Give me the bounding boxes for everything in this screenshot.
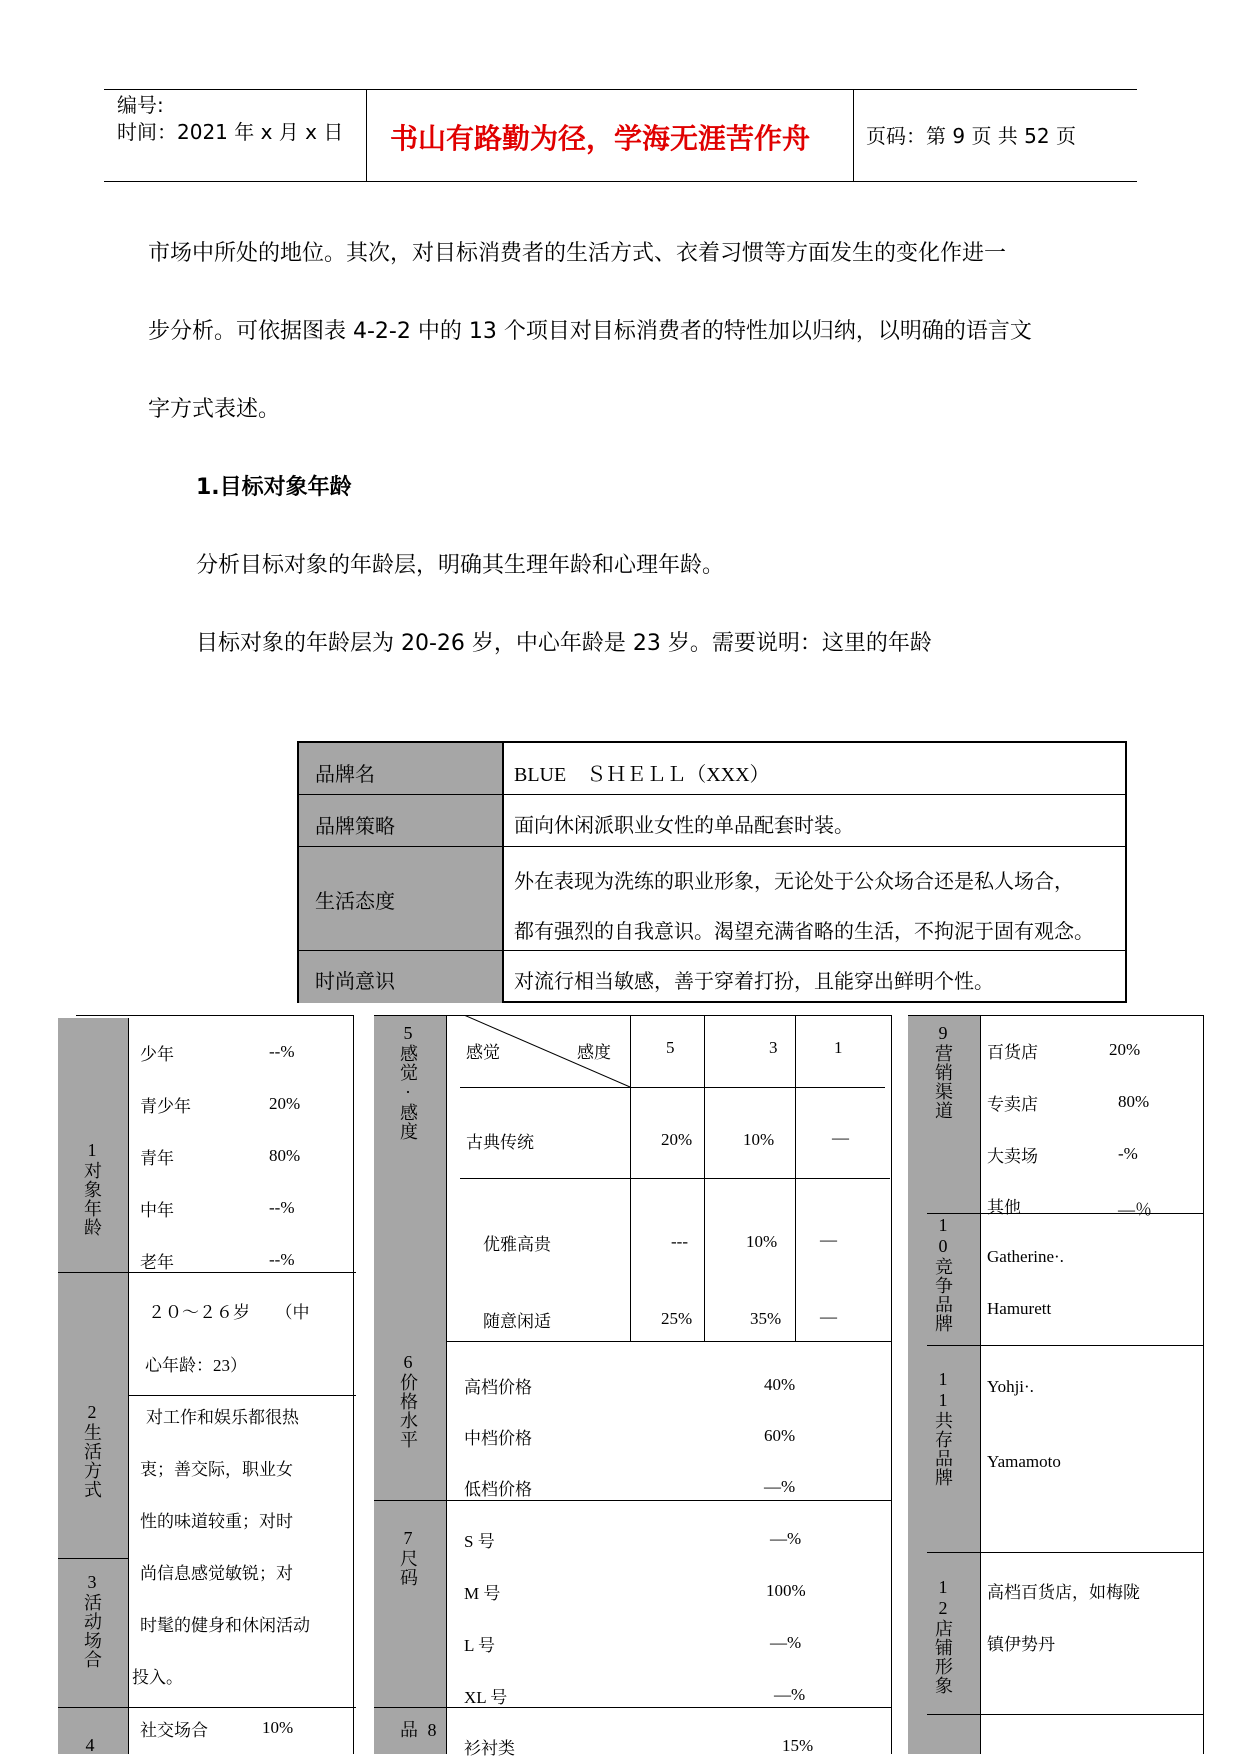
brand-strategy-value: 面向休闲派职业女性的单品配套时装。 — [514, 815, 854, 837]
channel-row-name: 百货店 — [987, 1043, 1038, 1062]
life-attitude-value-line: 外在表现为洗练的职业形象，无论处于公众场合还是私人场合， — [514, 871, 1074, 893]
paragraph-line: 分析目标对象的年龄层，明确其生理年龄和心理年龄。 — [196, 553, 725, 578]
age-label: 1对象年龄 — [82, 1140, 102, 1237]
left-row-rule — [58, 1272, 356, 1273]
price-label: 6价格水平 — [398, 1352, 418, 1449]
store-line: 高档百货店，如梅陇 — [987, 1583, 1140, 1602]
lifestyle-line: 时髦的健身和休闲活动 — [140, 1616, 310, 1635]
sense-row-rule — [446, 1341, 892, 1342]
channel-row-name: 专卖店 — [987, 1095, 1038, 1114]
right-row-rule — [927, 1213, 1204, 1214]
sense-row-name: 优雅高贵 — [483, 1235, 551, 1254]
size-row-name: XL 号 — [464, 1688, 508, 1707]
age-row-value: --% — [269, 1250, 295, 1269]
age-row-name: 青少年 — [140, 1097, 191, 1116]
channel-row-value: 80% — [1118, 1092, 1150, 1111]
left-row-rule — [58, 1707, 356, 1708]
social-occasion-name: 社交场合 — [140, 1721, 208, 1740]
middle-right-rule — [891, 1015, 892, 1754]
competitor-line: Gatherine·. — [987, 1247, 1064, 1266]
brand-table — [297, 741, 1127, 1003]
life-attitude-label: 生活态度 — [299, 847, 502, 950]
row4-label: 4 — [80, 1735, 100, 1756]
channel-row-value: —％ — [1118, 1200, 1152, 1219]
sense-row-rule — [460, 1178, 890, 1179]
sense-scale: 5 — [666, 1038, 675, 1057]
size-bottom-rule — [374, 1707, 892, 1708]
age-row-name: 青年 — [140, 1149, 174, 1168]
sense-row-v5: --- — [671, 1232, 688, 1251]
size-row-name: L 号 — [464, 1636, 496, 1655]
sense-row-rule — [460, 1087, 885, 1088]
sense-scale: 1 — [834, 1038, 843, 1057]
middle-top-rule — [374, 1015, 892, 1016]
size-label: 7尺码 — [398, 1528, 418, 1587]
age-range-line: ２０～２６岁 （中 — [148, 1303, 310, 1322]
doc-time-label: 时间：2021 年 x 月 x 日 — [117, 120, 344, 144]
channel-row-name: 大卖场 — [987, 1147, 1038, 1166]
lifestyle-line: 性的味道较重；对时 — [140, 1512, 293, 1531]
age-row-value: --% — [269, 1042, 295, 1061]
size-row-value: —% — [770, 1529, 802, 1548]
item-row-name: 衫衬类 — [464, 1739, 515, 1758]
sense-label: 5感觉·感度 — [398, 1023, 418, 1141]
sense-row-v1: — — [820, 1307, 837, 1326]
size-row-value: 100% — [766, 1581, 806, 1600]
brand-strategy-label: 品牌策略 — [299, 795, 502, 846]
sense-row-name: 古典传统 — [466, 1133, 534, 1152]
paragraph-line: 目标对象的年龄层为 20-26 岁，中心年龄是 23 岁。需要说明：这里的年龄 — [196, 631, 932, 656]
size-row-value: —% — [774, 1685, 806, 1704]
sense-scale: 3 — [769, 1038, 778, 1057]
coexist-line: Yohji·. — [987, 1377, 1034, 1396]
header-divider-left — [366, 89, 367, 182]
lifestyle-line: 投入。 — [132, 1668, 183, 1687]
sense-row-v3: 10% — [743, 1130, 775, 1149]
sense-row-v3: 35% — [750, 1309, 782, 1328]
activity-label: 3活动场合 — [82, 1572, 102, 1669]
social-occasion-value: 10% — [262, 1718, 294, 1737]
left-row-rule — [58, 1558, 128, 1559]
competitor-label: 10竞争品牌 — [933, 1215, 953, 1333]
sense-row-v5: 25% — [661, 1309, 693, 1328]
sense-row-v5: 20% — [661, 1130, 693, 1149]
paragraph-line: 字方式表述。 — [148, 397, 281, 422]
right-inner-rule — [980, 1015, 981, 1754]
life-attitude-value-line: 都有强烈的自我意识。渴望充满省略的生活，不拘泥于固有观念。 — [514, 921, 1094, 943]
lifestyle-label: 2生活方式 — [82, 1402, 102, 1499]
header-divider-right — [853, 89, 854, 182]
lifestyle-line: 对工作和娱乐都很热 — [146, 1408, 299, 1427]
coexist-line: Yamamoto — [987, 1452, 1061, 1471]
competitor-line: Hamurett — [987, 1299, 1052, 1318]
age-row-value: 80% — [269, 1146, 301, 1165]
store-line: 镇伊势丹 — [987, 1635, 1055, 1654]
price-row-name: 高档价格 — [464, 1378, 532, 1397]
section-heading: 1.目标对象年龄 — [196, 475, 352, 500]
price-row-value: —% — [764, 1477, 796, 1496]
fashion-sense-value: 对流行相当敏感，善于穿着打扮，且能穿出鲜明个性。 — [514, 971, 994, 993]
paragraph-line: 步分析。可依据图表 4-2-2 中的 13 个项目对目标消费者的特性加以归纳，以明确的语言文 — [148, 319, 1032, 344]
store-label: 12店铺形象 — [933, 1577, 953, 1695]
age-row-name: 中年 — [140, 1201, 174, 1220]
sense-row-v1: — — [820, 1230, 837, 1249]
price-row-value: 40% — [764, 1375, 796, 1394]
left-top-rule — [76, 1015, 354, 1016]
price-row-name: 中档价格 — [464, 1429, 532, 1448]
channel-row-name: 其他 — [987, 1198, 1021, 1217]
sense-row-v1: — — [832, 1128, 849, 1147]
item-row-value: 15% — [782, 1736, 814, 1755]
age-row-value: --% — [269, 1198, 295, 1217]
age-row-value: 20% — [269, 1094, 301, 1113]
age-range-line: 心年龄：23） — [145, 1356, 247, 1375]
header-motto: 书山有路勤为径，学海无涯苦作舟 — [390, 122, 811, 155]
page-number-label: 页码：第 9 页 共 52 页 — [866, 124, 1076, 148]
brand-name-label: 品牌名 — [299, 743, 502, 794]
left-right-rule — [353, 1015, 354, 1754]
doc-number-label: 编号: — [117, 93, 164, 117]
channel-row-value: 20% — [1109, 1040, 1141, 1059]
price-bottom-rule — [374, 1500, 892, 1501]
coexist-label: 11共存品牌 — [933, 1369, 953, 1487]
right-row-rule — [927, 1552, 1204, 1553]
price-row-name: 低档价格 — [464, 1480, 532, 1499]
left-inner-rule — [128, 1018, 129, 1754]
left-row-rule — [128, 1395, 356, 1396]
price-row-value: 60% — [764, 1426, 796, 1445]
fashion-sense-label: 时尚意识 — [299, 951, 502, 1003]
size-row-name: M 号 — [464, 1584, 501, 1603]
age-row-name: 老年 — [140, 1253, 174, 1272]
item-label: 8品 — [398, 1720, 442, 1741]
size-row-value: —% — [770, 1633, 802, 1652]
age-row-name: 少年 — [140, 1045, 174, 1064]
brand-col-divider — [502, 743, 504, 1001]
middle-inner-rule — [446, 1015, 447, 1754]
right-row-rule — [927, 1345, 1204, 1346]
right-right-rule — [1203, 1015, 1204, 1754]
header-bottom-rule — [104, 181, 1137, 182]
lifestyle-line: 衷；善交际，职业女 — [140, 1460, 293, 1479]
lifestyle-line: 尚信息感觉敏锐；对 — [140, 1564, 293, 1583]
size-row-name: S 号 — [464, 1532, 495, 1551]
right-top-rule — [908, 1015, 1204, 1016]
sense-row-v3: 10% — [746, 1232, 778, 1251]
paragraph-line: 市场中所处的地位。其次，对目标消费者的生活方式、衣着习惯等方面发生的变化作进一 — [148, 241, 1007, 266]
diag-header-left: 感觉 — [466, 1043, 500, 1062]
brand-name-value: BLUE ＳＨＥＬＬ（XXX） — [514, 764, 770, 786]
right-row-rule — [927, 1714, 1204, 1715]
diag-header-right: 感度 — [577, 1043, 611, 1062]
header-top-rule — [104, 89, 1137, 90]
channel-label: 9营销渠道 — [933, 1023, 953, 1120]
sense-row-name: 随意闲适 — [483, 1312, 551, 1331]
channel-row-value: -% — [1118, 1144, 1138, 1163]
